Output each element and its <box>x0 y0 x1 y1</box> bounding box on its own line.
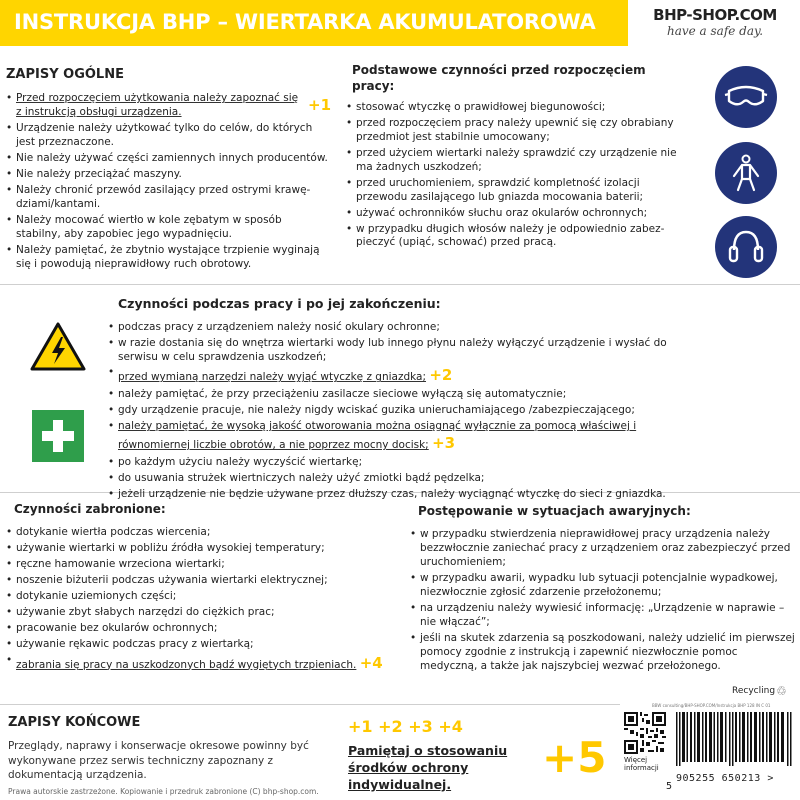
item-text: używanie rękawic podczas pracy z wiertarką; <box>16 637 254 650</box>
list-item: • Nie należy przeciążać maszyny. <box>6 168 328 182</box>
brand-logo <box>640 6 790 40</box>
list-item: • przed użyciem wiertarki należy sprawdzić czy urządzenie nie ma żadnych uszkodzeń; <box>346 147 680 175</box>
plus-badge: +4 <box>359 653 383 672</box>
divider <box>0 704 620 705</box>
list-item: • Nie należy używać części zamiennych innych producentów. <box>6 152 328 166</box>
list-item <box>6 590 406 604</box>
divider <box>0 284 800 285</box>
final-section <box>8 714 328 782</box>
barcode-end-mark: > <box>767 773 774 784</box>
list-item <box>108 388 708 402</box>
recycling-icon: ♲ <box>776 684 787 698</box>
list-item: • na urządzeniu należy wywiesić informację: „Urządzenie w naprawie – nie włączać”; <box>410 602 798 630</box>
header-bar <box>0 0 628 46</box>
item-text: używanie zbyt słabych narzędzi do ciężkich prac; <box>16 605 275 618</box>
list-item: • Należy chronić przewód zasilający przed ostrymi krawę-dziami/kantami. <box>6 184 328 212</box>
basic-section <box>346 63 680 252</box>
during-work-section <box>108 296 708 504</box>
list-item <box>6 92 332 120</box>
list-item <box>6 542 406 556</box>
general-section <box>6 66 332 274</box>
list-item <box>108 366 708 386</box>
goggles-icon <box>715 66 777 128</box>
list-item <box>6 574 406 588</box>
list-item <box>108 420 708 454</box>
print-code: BBW consulting/BHP-SHOP.COM/Instrukcja BHP 128 IN C 01 <box>652 703 771 708</box>
more-info-label: Więcej informacji <box>624 756 659 773</box>
list-item <box>6 526 406 540</box>
list-item: • w przypadku stwierdzenia nieprawidłowej pracy urządzenia należy bezzwłocznie zaniechać pracy z urządzeniem oraz zabezpieczyć przed uruchomieniem; <box>410 528 798 570</box>
item-text: należy pamiętać, że wysoką jakość otworowania można osiągnąć wyłącznie za pomocą właściwej i równomiernej liczbie obrotów, a nie poprzez mocny docisk; <box>118 420 637 452</box>
recycling-label: Recycling <box>732 686 776 696</box>
list-item <box>6 622 406 636</box>
copyright-note: Prawa autorskie zastrzeżone. Kopiowanie i przedruk zabronione (C) bhp-shop.com. <box>8 787 319 796</box>
list-item <box>108 488 708 502</box>
list-item <box>108 472 708 486</box>
item-text: dotykanie uziemionych części; <box>16 589 177 602</box>
general-item-1-line2: z instrukcją obsługi urządzenia. <box>16 106 182 119</box>
list-item: • Urządzenie należy użytkować tylko do celów, do których jest przeznaczone. <box>6 122 328 150</box>
plus-badge: +1 <box>308 96 332 115</box>
final-text: Przeglądy, naprawy i konserwacje okresowe powinny być wykonywane przez serwis techniczny zapoznany z dokumentacją urządzenia. <box>8 740 309 781</box>
barcode <box>676 712 792 766</box>
electric-hazard-icon <box>30 322 86 372</box>
item-text: należy pamiętać, że przy przeciążeniu zasilacze sieciowe wyłączą się automatycznie; <box>118 388 567 401</box>
first-aid-icon <box>32 410 84 462</box>
emergency-list <box>410 528 798 674</box>
list-item <box>108 321 708 335</box>
barcode-number <box>676 772 774 785</box>
forbidden-title: Czynności zabronione: <box>14 502 166 516</box>
item-text: dotykanie wiertła podczas wiercenia; <box>16 525 211 538</box>
list-item <box>108 404 708 418</box>
final-title: ZAPISY KOŃCOWE <box>8 715 141 730</box>
brand-name: BHP-SHOP.COM <box>653 6 777 24</box>
general-title: ZAPISY OGÓLNE <box>6 67 124 82</box>
general-item-1-line1: Przed rozpoczęciem użytkowania należy zapoznać się <box>16 92 299 105</box>
summary-text: Pamiętaj o stosowaniu środków ochrony indywidualnej. <box>348 743 508 793</box>
basic-list <box>346 101 680 251</box>
list-item <box>6 558 406 572</box>
item-text: w razie dostania się do wnętrza wiertarki wody lub innego płynu należy wyłączyć urządzenie i wysłać do serwisu w celu sprawdzenia uszkodzeń; <box>118 336 667 363</box>
list-item: • przed uruchomieniem, sprawdzić kompletność izolacji przewodu zasilającego lub gniazda mocowania baterii; <box>346 177 680 205</box>
item-text: zabrania się pracy na uszkodzonych bądź wygiętych trzpieniach. <box>16 658 357 671</box>
during-list <box>108 321 708 502</box>
item-text: po każdym użyciu należy wyczyścić wiertarkę; <box>118 456 363 469</box>
list-item: • używać ochronników słuchu oraz okularów ochronnych; <box>346 207 680 221</box>
brand-slogan: have a safe day. <box>666 23 764 38</box>
item-text: do usuwania strużek wiertniczych należy użyć zmiotki bądź pędzelka; <box>118 472 485 485</box>
plus-row: +1 +2 +3 +4 <box>348 717 463 736</box>
list-item <box>6 654 406 674</box>
emergency-section <box>410 504 798 675</box>
item-text: ręczne hamowanie wrzeciona wiertarki; <box>16 557 225 570</box>
ear-protection-icon <box>715 216 777 278</box>
list-item <box>6 638 406 652</box>
item-text: przed wymianą narzędzi należy wyjąć wtyczkę z gniazdka; <box>118 371 427 384</box>
list-item <box>108 456 708 470</box>
item-text: jeżeli urządzenie nie będzie używane przez dłuższy czas, należy wyciągnąć wtyczkę do sieci z gniazdka. <box>118 488 666 501</box>
list-item: • stosować wtyczkę o prawidłowej biegunowości; <box>346 101 680 115</box>
list-item <box>108 337 708 365</box>
item-text: gdy urządzenie pracuje, nie należy nigdy wciskać guzika unieruchamiającego /zabezpieczającego; <box>118 404 635 417</box>
list-item: • Należy mocować wiertło w kole zębatym w sposób stabilny, aby zapobiec jego wypadnięciu. <box>6 214 328 242</box>
item-text: noszenie biżuterii podczas używania wiertarki elektrycznej; <box>16 573 328 586</box>
general-list <box>6 92 332 271</box>
barcode-digits: 905255 650213 <box>676 773 761 784</box>
plus-badge: +3 <box>432 434 456 453</box>
forbidden-list <box>6 526 406 674</box>
list-item: • Należy pamiętać, że zbytnio wystające trzpienie wyginają się i powodują nieprawidłowy ruch obrotowy. <box>6 244 328 272</box>
list-item: • jeśli na skutek zdarzenia są poszkodowani, należy udzielić im pierwszej pomocy zgodnie z instrukcją i zapewnić niezwłocznie pomoc medyczną, a także jak najszybciej wezwać przełożonego. <box>410 632 798 674</box>
barcode-start-digit: 5 <box>666 781 673 792</box>
emergency-title: Postępowanie w sytuacjach awaryjnych: <box>418 504 691 518</box>
during-title: Czynności podczas pracy i po jej zakończeniu: <box>118 296 441 311</box>
list-item: • w przypadku awarii, wypadku lub sytuacji potencjalnie wypadkowej, niezwłocznie zgłosić zdarzenie przełożonemu; <box>410 572 798 600</box>
item-text: używanie wiertarki w pobliżu źródła wysokiej temperatury; <box>16 541 325 554</box>
basic-title: Podstawowe czynności przed rozpoczęciem pracy: <box>352 63 646 93</box>
protective-suit-icon <box>715 142 777 204</box>
page-title: INSTRUKCJA BHP – WIERTARKA AKUMULATOROWA <box>14 10 596 34</box>
list-item: • w przypadku długich włosów należy je odpowiednio zabez-pieczyć (upiąć, schować) przed pracą. <box>346 223 680 251</box>
list-item: • przed rozpoczęciem pracy należy upewnić się czy obrabiany przedmiot jest stabilnie umocowany; <box>346 117 680 145</box>
item-text: podczas pracy z urządzeniem należy nosić okulary ochronne; <box>118 320 440 333</box>
item-text: pracowanie bez okularów ochronnych; <box>16 621 218 634</box>
big-plus-badge: +5 <box>542 733 607 782</box>
plus-badge: +2 <box>429 366 453 385</box>
forbidden-section <box>6 502 406 676</box>
list-item <box>6 606 406 620</box>
qr-code[interactable] <box>624 712 666 754</box>
